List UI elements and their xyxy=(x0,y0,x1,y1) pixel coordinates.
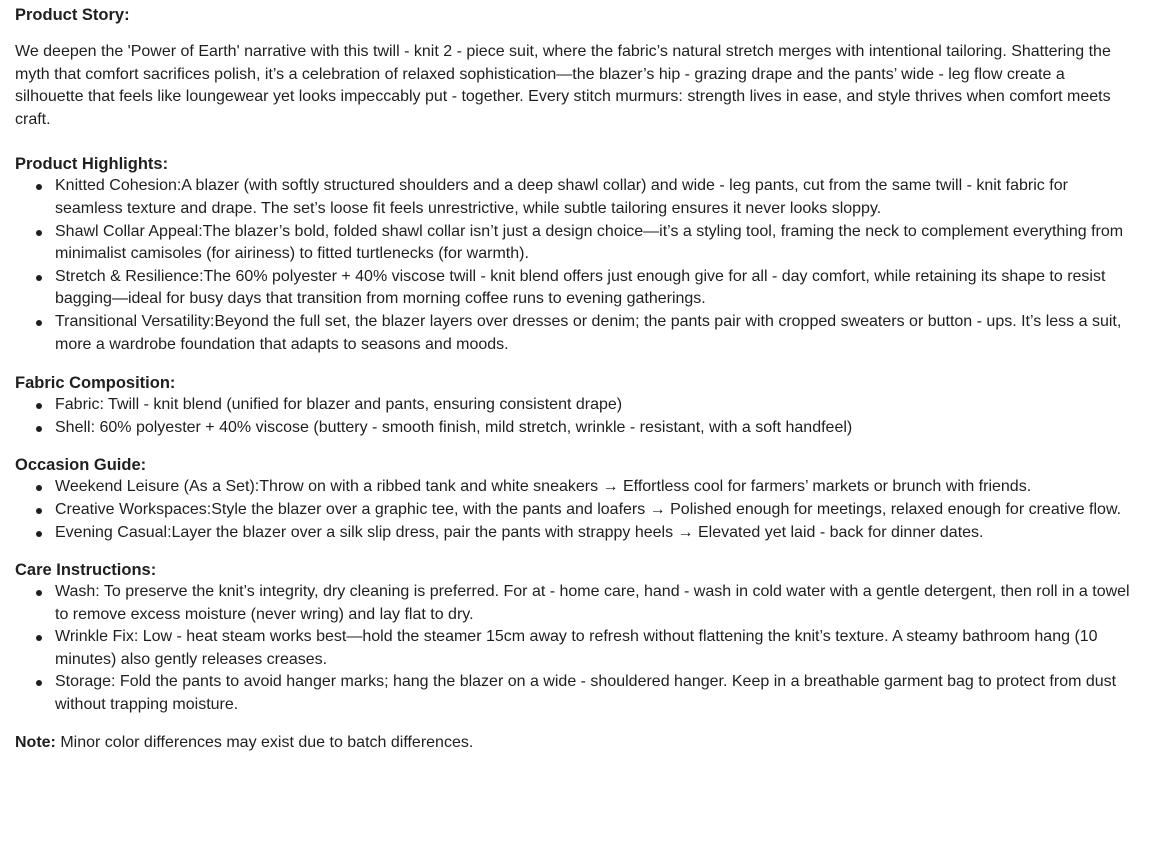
product-highlights-list xyxy=(15,175,1137,356)
list-item: Shawl Collar Appeal:The blazer’s bold, folded shawl collar isn’t just a design choice—it’s a styling tool, framing the neck to complement everything from minimalist camisoles (for airiness) to fitted turtlenecks (for warmth). xyxy=(55,221,1137,266)
care-instructions-list xyxy=(15,581,1137,717)
list-item: Stretch & Resilience:The 60% polyester + 40% viscose twill - knit blend offers just enough give for all - day comfort, while retaining its shape to resist bagging—ideal for busy days that transition from morning coffee runs to evening gatherings. xyxy=(55,266,1137,311)
list-item: Shell: 60% polyester + 40% viscose (buttery - smooth finish, mild stretch, wrinkle - resistant, with a soft handfeel) xyxy=(55,417,1137,440)
care-instructions-heading: Care Instructions: xyxy=(15,561,157,580)
occasion-guide-list xyxy=(15,476,1137,544)
occasion-guide-heading: Occasion Guide: xyxy=(15,456,147,475)
product-highlights-heading: Product Highlights: xyxy=(15,155,169,174)
list-item: Fabric: Twill - knit blend (unified for blazer and pants, ensuring consistent drape) xyxy=(55,394,1137,417)
note-label: Note: xyxy=(15,733,56,751)
product-story-heading: Product Story: xyxy=(15,6,130,24)
fabric-composition-heading: Fabric Composition: xyxy=(15,374,176,393)
note-text: Minor color differences may exist due to batch differences. xyxy=(55,733,474,751)
list-item: Wrinkle Fix: Low - heat steam works best—hold the steamer 15cm away to refresh without flattening the knit’s texture. A steamy bathroom hang (10 minutes) also gently releases creases. xyxy=(55,626,1137,671)
note xyxy=(15,732,1137,755)
list-item: Transitional Versatility:Beyond the full set, the blazer layers over dresses or denim; the pants pair with cropped sweaters or button - ups. It’s less a suit, more a wardrobe foundation that adapts to seasons and moods. xyxy=(55,311,1137,356)
list-item: Knitted Cohesion:A blazer (with softly structured shoulders and a deep shawl collar) and wide - leg pants, cut from the same twill - knit fabric for seamless texture and drape. The set’s loose fit feels unrestrictive, while subtle tailoring ensures it never looks sloppy. xyxy=(55,175,1137,220)
product-story-text: We deepen the 'Power of Earth' narrative with this twill - knit 2 - piece suit, where the fabric’s natural stretch merges with intentional tailoring. Shattering the myth that comfort sacrifices polish, it’s a celebration of relaxed sophistication—the blazer’s hip - grazing drape and the pants’ wide - leg flow create a silhouette that feels like loungewear yet looks impeccably put - together. Every stitch murmurs: strength lives in ease, and style thrives when comfort meets craft. xyxy=(15,43,1111,128)
list-item: Creative Workspaces:Style the blazer over a graphic tee, with the pants and loafers → Polished enough for meetings, relaxed enough for creative flow. xyxy=(55,499,1137,522)
fabric-composition-list xyxy=(15,394,1137,439)
list-item: Weekend Leisure (As a Set):Throw on with a ribbed tank and white sneakers → Effortless cool for farmers’ markets or brunch with friends. xyxy=(55,476,1137,499)
list-item: Evening Casual:Layer the blazer over a silk slip dress, pair the pants with strappy heels → Elevated yet laid - back for dinner dates. xyxy=(55,522,1137,545)
list-item: Storage: Fold the pants to avoid hanger marks; hang the blazer on a wide - shouldered hanger. Keep in a breathable garment bag to protect from dust without trapping moisture. xyxy=(55,671,1137,716)
list-item: Wash: To preserve the knit’s integrity, dry cleaning is preferred. For at - home care, hand - wash in cold water with a gentle detergent, then roll in a towel to remove excess moisture (never wring) and lay flat to dry. xyxy=(55,581,1137,626)
